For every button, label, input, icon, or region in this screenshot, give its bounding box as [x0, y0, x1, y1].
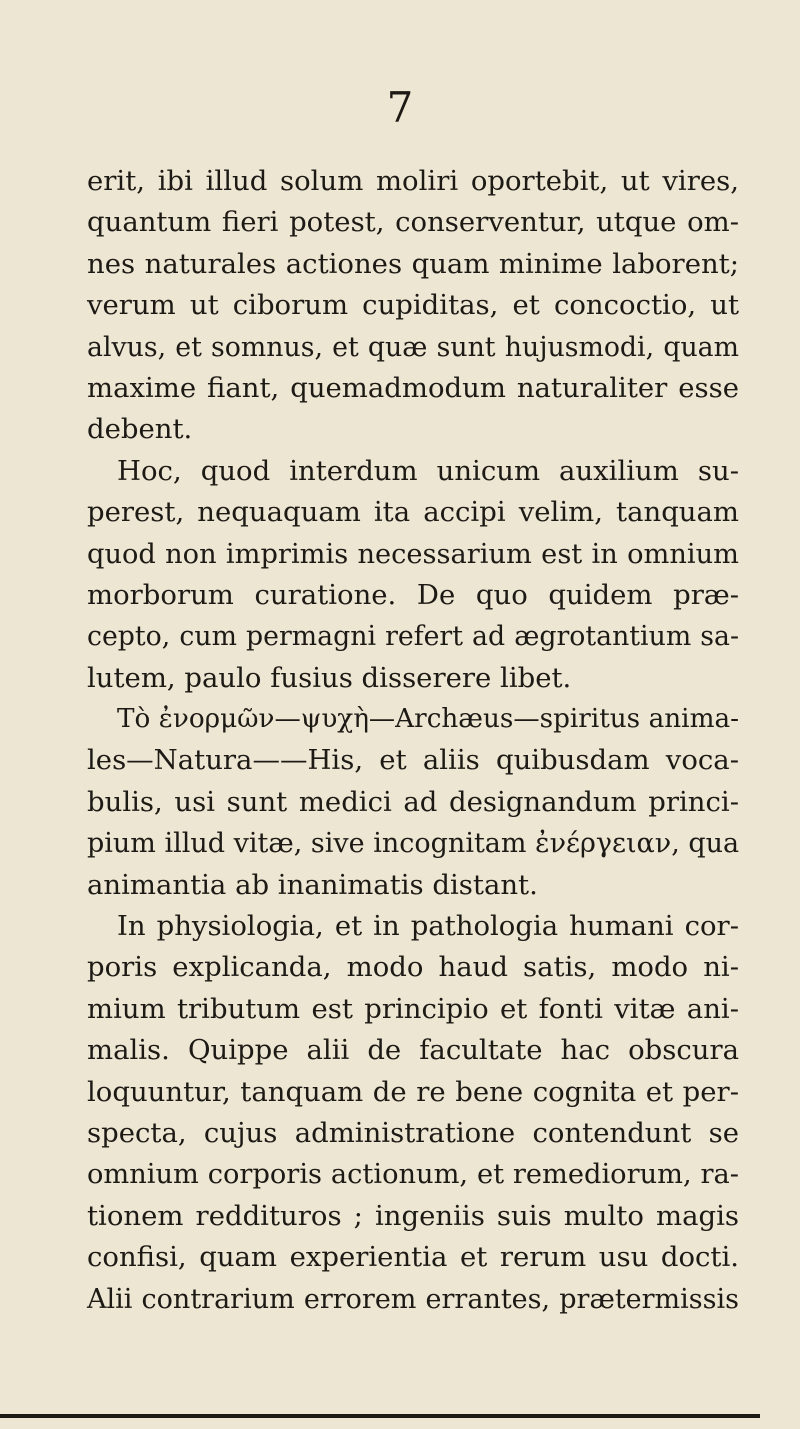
- text-line: omnium corporis actionum, et remediorum, ra-: [87, 1159, 739, 1191]
- text-line: mium tributum est principio et fonti vitæ ani-: [87, 992, 739, 1025]
- text-line: poris explicanda, modo haud satis, modo ni-: [87, 951, 739, 984]
- text-line: nes naturales actiones quam minime laborent;: [87, 247, 739, 280]
- text-line: tionem reddituros ; ingeniis suis multo magis: [87, 1199, 739, 1232]
- page-edge-rule: [0, 1414, 760, 1418]
- text-line: specta, cujus administratione contendunt se: [87, 1116, 739, 1149]
- text-line: quantum fieri potest, conserventur, utque om-: [87, 206, 739, 239]
- text-line: lutem, paulo fusius disserere libet.: [87, 661, 572, 694]
- text-line: perest, nequaquam ita accipi velim, tanquam: [87, 496, 739, 529]
- text-line: debent.: [87, 413, 193, 446]
- text-line: loquuntur, tanquam de re bene cognita et per-: [87, 1075, 739, 1108]
- text-line: malis. Quippe alii de facultate hac obscura: [87, 1034, 739, 1067]
- text-line: erit, ibi illud solum moliri oportebit, ut vires,: [87, 165, 739, 197]
- text-line: alvus, et somnus, et quæ sunt hujusmodi, quam: [87, 331, 739, 363]
- text-line: bulis, usi sunt medici ad designandum princi-: [87, 785, 739, 818]
- text-line: cepto, cum permagni refert ad ægrotantium sa-: [87, 621, 739, 653]
- body-text: [87, 161, 739, 1320]
- text-line: verum ut ciborum cupiditas, et concoctio, ut: [87, 289, 739, 322]
- text-line: les—Natura——His, et aliis quibusdam voca-: [87, 744, 739, 777]
- page-number: 7: [386, 83, 414, 132]
- text-line: animantia ab inanimatis distant.: [87, 868, 538, 901]
- text-line: quod non imprimis necessarium est in omnium: [87, 538, 739, 570]
- text-line: morborum curatione. De quo quidem præ-: [87, 578, 739, 611]
- text-line: maxime fiant, quemadmodum naturaliter esse: [87, 371, 739, 404]
- text-line: In physiologia, et in pathologia humani cor-: [117, 910, 739, 943]
- text-line: Alii contrarium errorem errantes, prætermissis: [87, 1283, 739, 1315]
- text-line: confisi, quam experientia et rerum usu docti.: [87, 1241, 739, 1274]
- text-line: Tὸ ἐνορμῶν—ψυχὴ—Archæus—spiritus anima-: [117, 704, 739, 735]
- text-line: Hoc, quod interdum unicum auxilium su-: [117, 454, 739, 487]
- text-line: pium illud vitæ, sive incognitam ἐνέργειαν, qua: [87, 828, 740, 860]
